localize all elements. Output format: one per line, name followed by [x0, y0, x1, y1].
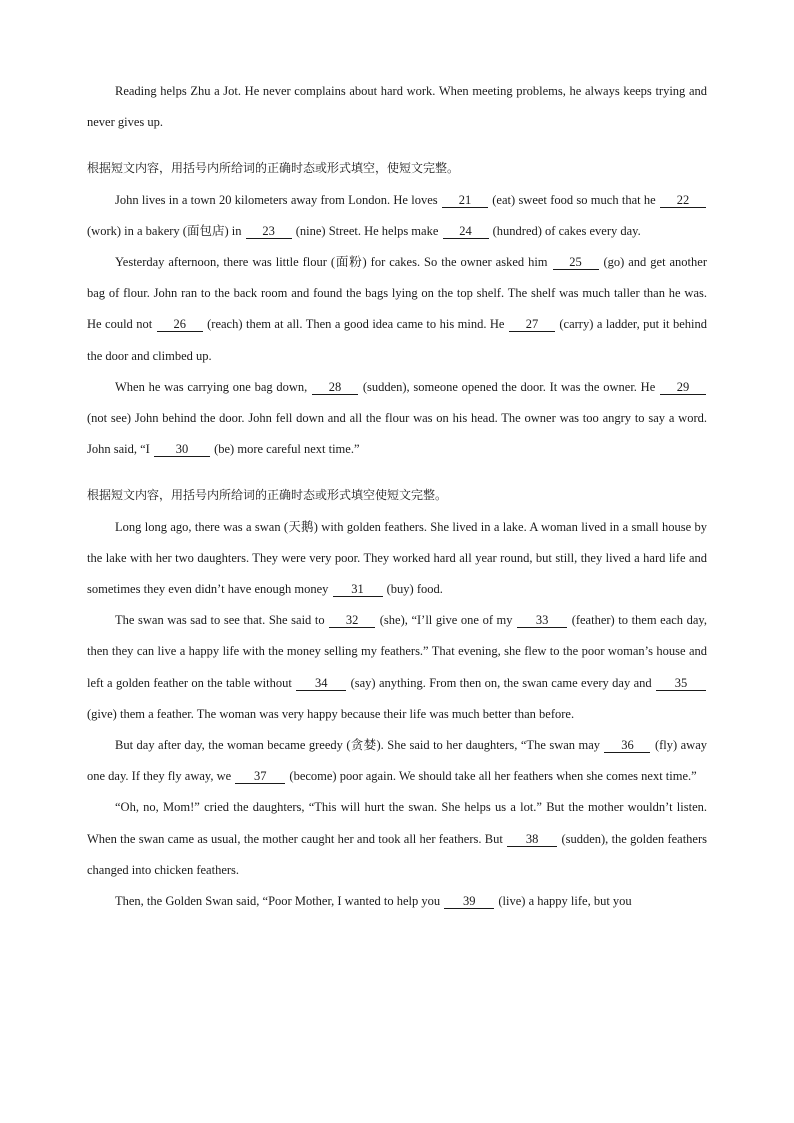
blank-38[interactable]: 38 — [507, 832, 557, 847]
blank-22[interactable]: 22 — [660, 193, 706, 208]
blank-32[interactable]: 32 — [329, 613, 375, 628]
blank-29[interactable]: 29 — [660, 380, 706, 395]
blank-24[interactable]: 24 — [443, 224, 489, 239]
section1-paragraph-3: When he was carrying one bag down, 28 (sudden), someone opened the door. It was the owner. He 29 (not see) John behind the door. John fell down and all the flour was on his head. The owner was too angry to say a word. John said, “I 30 (be) more careful next time.” — [87, 379, 707, 457]
blank-27[interactable]: 27 — [509, 317, 555, 332]
blank-23[interactable]: 23 — [246, 224, 292, 239]
section2-paragraph-5: Then, the Golden Swan said, “Poor Mother, I wanted to help you 39 (live) a happy life, but you — [115, 894, 632, 909]
section1-paragraph-1: John lives in a town 20 kilometers away from London. He loves 21 (eat) sweet food so much that he 22 (work) in a bakery (面包店) in 23 (nine) Street. He helps make 24 (hundred) of cakes every day. — [87, 185, 707, 247]
intro-paragraph — [87, 76, 707, 138]
section1-paragraph-2: Yesterday afternoon, there was little flour (面粉) for cakes. So the owner asked him 25 (go) and get another bag of flour. John ran to the back room and found the bags lying on the top shelf. The shelf was much taller than he was. He could not 26 (reach) them at all. Then a good idea came to his mind. He 27 (carry) a ladder, put it behind the door and climbed up. — [87, 255, 707, 363]
blank-25[interactable]: 25 — [553, 255, 599, 270]
section1-heading: 根据短文内容，用括号内所给词的正确时态或形式填空，使短文完整。 — [87, 161, 460, 176]
section2-paragraph-3: But day after day, the woman became greedy (贪婪). She said to her daughters, “The swan may 36 (fly) away one day. If they fly away, we 37 (become) poor again. We should take all her feathers when she comes next time.” — [87, 738, 708, 784]
blank-26[interactable]: 26 — [157, 317, 203, 332]
section2-paragraph-2: The swan was sad to see that. She said to 32 (she), “I’ll give one of my 33 (feather) to them each day, then they can live a happy life with the money selling my feathers.” That evening, she flew to the poor woman’s house and left a golden feather on the table without 34 (say) anything. From then on, the swan came every day and 35 (give) them a feather. The woman was very happy because their life was much better than before. — [87, 613, 707, 721]
intro-text: Reading helps Zhu a Jot. He never complains about hard work. When meeting problems, he always keeps trying and never gives up. — [87, 84, 707, 130]
blank-33[interactable]: 33 — [517, 613, 567, 628]
section2-paragraph-1: Long long ago, there was a swan (天鹅) with golden feathers. She lived in a lake. A woman lived in a small house by the lake with her two daughters. They were very poor. They worked hard all year round, but still, they lived a hard life and sometimes they even didn’t have enough money 31 (buy) food. — [87, 519, 707, 597]
blank-37[interactable]: 37 — [235, 769, 285, 784]
blank-34[interactable]: 34 — [296, 676, 346, 691]
blank-36[interactable]: 36 — [604, 738, 650, 753]
blank-39[interactable]: 39 — [444, 894, 494, 909]
section2-paragraph-4: “Oh, no, Mom!” cried the daughters, “This will hurt the swan. She helps us a lot.” But the mother wouldn’t listen. When the swan came as usual, the mother caught her and took all her feathers. But 38 (sudden), the golden feathers changed into chicken feathers. — [87, 800, 708, 877]
blank-30[interactable]: 30 — [154, 442, 210, 457]
blank-35[interactable]: 35 — [656, 676, 706, 691]
section2-heading: 根据短文内容，用括号内所给词的正确时态或形式填空使短文完整。 — [87, 488, 448, 503]
document-page — [87, 76, 707, 917]
blank-31[interactable]: 31 — [333, 582, 383, 597]
blank-28[interactable]: 28 — [312, 380, 358, 395]
blank-21[interactable]: 21 — [442, 193, 488, 208]
